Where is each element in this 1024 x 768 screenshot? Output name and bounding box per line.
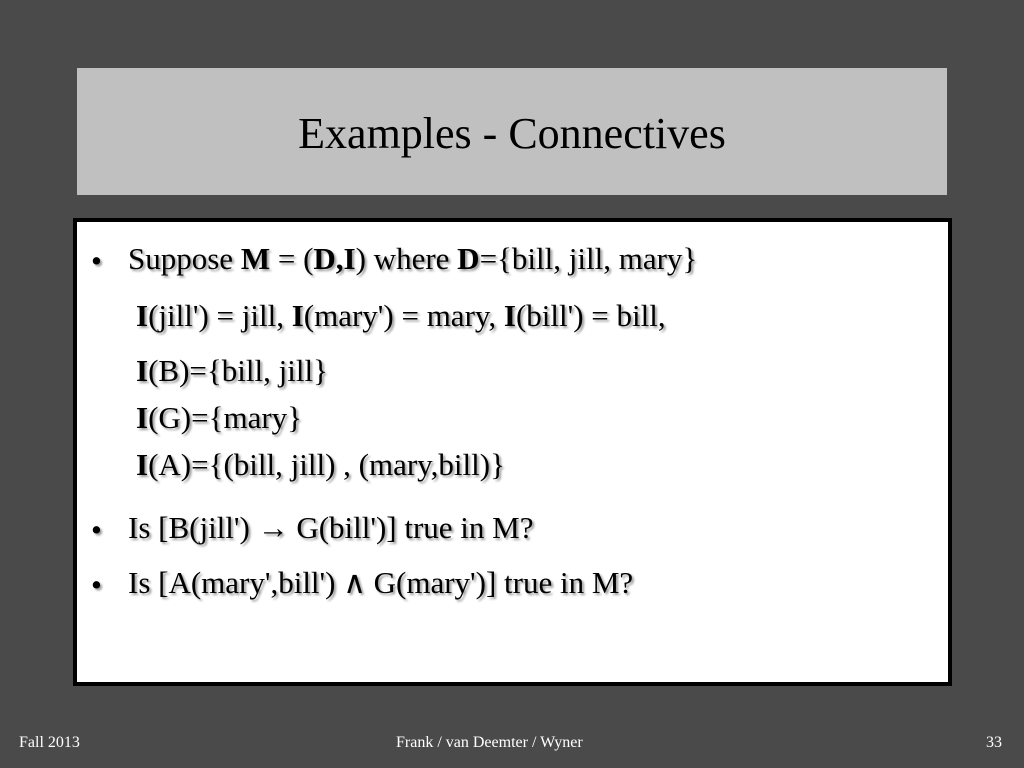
interp-symbol: I (136, 400, 149, 435)
domain-symbol: D (457, 241, 480, 276)
line-predicate-a (136, 449, 505, 480)
footer-date: Fall 2013 (19, 734, 80, 751)
footer-authors: Frank / van Deemter / Wyner (396, 734, 583, 751)
interp-symbol: I (503, 298, 516, 333)
line-predicate-g (136, 402, 302, 433)
content-box (73, 218, 952, 686)
bullet-3: • (91, 567, 102, 602)
bullet-2: • (91, 512, 102, 547)
interp-symbol: I (136, 298, 149, 333)
domain-set: ={bill, jill, mary} (479, 241, 698, 276)
bullet-1: • (91, 243, 102, 278)
domain-interpretation-pair: D,I (313, 241, 356, 276)
line-individuals (136, 300, 666, 331)
interp-symbol: I (136, 353, 149, 388)
title-box (77, 68, 947, 195)
interp-jill: (jill') = jill, (148, 298, 292, 333)
where-text: ) where (355, 241, 458, 276)
interp-mary: (mary') = mary, (303, 298, 504, 333)
equals-text: = ( (270, 241, 314, 276)
predicate-b-extension: (B)={bill, jill} (148, 353, 328, 388)
footer-page-number: 33 (986, 734, 1002, 751)
suppose-text: Suppose (128, 241, 241, 276)
interp-bill: (bill') = bill, (515, 298, 666, 333)
predicate-a-extension: (A)={(bill, jill) , (mary,bill)} (148, 447, 505, 482)
line-predicate-b (136, 355, 328, 386)
slide-title: Examples - Connectives (298, 109, 726, 158)
predicate-g-extension: (G)={mary} (148, 400, 303, 435)
interp-symbol: I (291, 298, 304, 333)
question-implication: Is [B(jill') → G(bill')] true in M? (128, 510, 534, 545)
line-suppose (128, 243, 697, 274)
interp-symbol: I (136, 447, 149, 482)
question-conjunction: Is [A(mary',bill') ∧ G(mary')] true in M? (128, 565, 634, 600)
model-symbol: M (240, 241, 271, 276)
